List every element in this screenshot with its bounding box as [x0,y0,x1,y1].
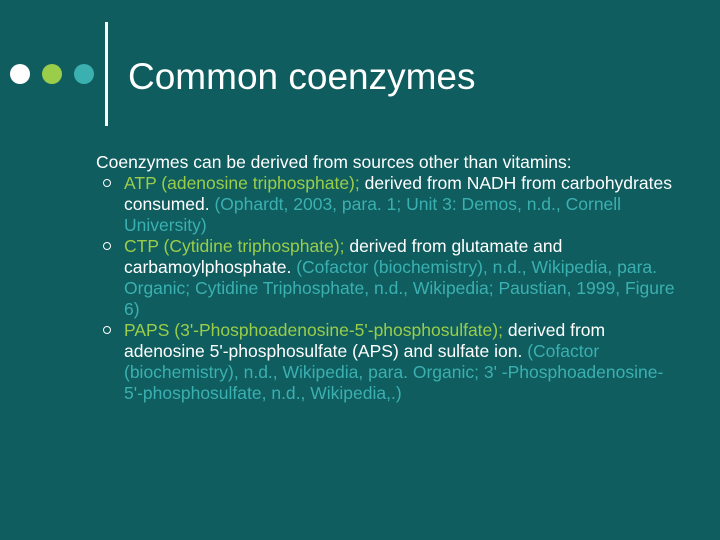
bullet-description: derived from NADH from carbohydrates consumed. [124,173,672,214]
bullet-term: ATP (adenosine triphosphate); [124,173,360,193]
green-dot-icon [42,64,62,84]
bullet-citation: (Ophardt, 2003, para. 1; Unit 3: Demos, n.d., Cornell University) [124,194,622,235]
bullet-item-ctp [96,236,676,320]
bullet-item-paps [96,320,676,404]
bullet-citation: (Cofactor (biochemistry), n.d., Wikipedia, para. Organic; Cytidine Triphosphate, n.d., Wikipedia; Paustian, 1999, Figure 6) [124,257,675,319]
bullet-description: derived from adenosine 5'-phosphosulfate (APS) and sulfate ion. [124,320,606,361]
bullet-citation: (Cofactor (biochemistry), n.d., Wikipedia, para. Organic; 3' -Phosphoadenosine-5'-phosphosulfate, n.d., Wikipedia,.) [124,341,664,403]
circle-bullet-icon [103,326,111,334]
bullet-description: derived from glutamate and carbamoylphosphate. [124,236,563,277]
circle-bullet-icon [103,242,111,250]
bullet-term: PAPS (3'-Phosphoadenosine-5'-phosphosulfate); [124,320,503,340]
bullet-term: CTP (Cytidine triphosphate); [124,236,345,256]
cyan-dot-icon [74,64,94,84]
intro-text: Coenzymes can be derived from sources other than vitamins: [96,152,572,172]
slide-body [96,152,676,404]
title-divider [105,22,108,126]
slide-title: Common coenzymes [128,56,476,97]
white-dot-icon [10,64,30,84]
circle-bullet-icon [103,179,111,187]
bullet-item-atp [96,173,676,236]
